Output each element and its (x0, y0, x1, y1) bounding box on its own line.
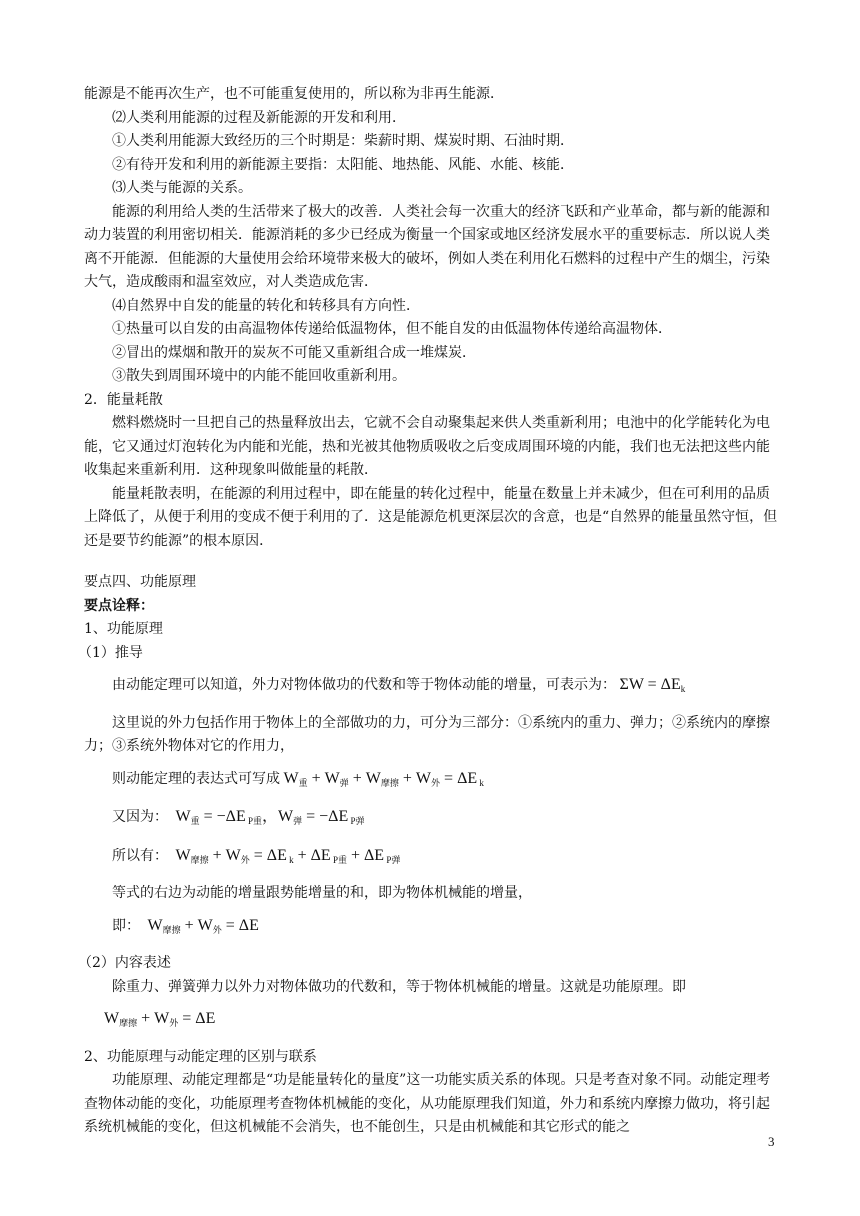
section-heading: 要点四、功能原理 (84, 574, 196, 590)
derivation-line (84, 673, 778, 702)
derivation-text: 则动能定理的表达式可写成 (112, 771, 280, 787)
formula: $W_{摩擦} + W_外 = \Delta E$ $_k$ + ΔE $_{P重}$ + ΔE $_{P弹}$ (171, 846, 401, 865)
paragraph: 等式的右边为动能的增量跟势能增量的和，即为物体机械能的增量， (112, 885, 532, 901)
paragraph: 这里说的外力包括作用于物体上的全部做功的力，可分为三部分：①系统内的重力、弹力；②系统内的摩擦力；③系统外物体对它的作用力， (84, 714, 770, 754)
formula: $W_重 + W_弹 + W_{摩擦} + W_外 = \Delta E$ $_k$ (283, 769, 484, 788)
paragraph: 能源的利用给人类的生活带来了极大的改善．人类社会每一次重大的经济飞跃和产业革命，都与新的能源和动力装置的利用密切相关．能源消耗的多少已经成为衡量一个国家或地区经济发展水平的重要标志．所以说人类离不开能源．但能源的大量使用会给环境带来极大的破坏，例如人类在利用化石燃料的过程中产生的烟尘，污染大气，造成酸雨和温室效应，对人类造成危害． (84, 203, 770, 290)
subheading: ⑶人类与能源的关系。 (112, 180, 252, 196)
derivation-line (84, 844, 778, 873)
list-item: ③散失到周围环境中的内能不能回收重新利用。 (112, 368, 406, 384)
derivation-line (84, 805, 778, 834)
formula: $W_{摩擦} + W_外 = \Delta E$ (104, 1010, 216, 1028)
subheading: ⑷自然界中自发的能量的转化和转移具有方向性． (112, 297, 420, 314)
derivation-text: 又因为： (112, 810, 168, 825)
formula: $W_{摩擦} + W_外 = \Delta E$ (143, 916, 259, 935)
page-number: 3 (768, 1134, 775, 1149)
paragraph: 除重力、弹簧弹力以外力对物体做功的代数和，等于物体机械能的增量。这就是功能原理。即 (112, 978, 686, 995)
formula-line (84, 1007, 778, 1036)
subsection-heading: （2）内容表述 (78, 955, 171, 971)
formula: $\Sigma W = \Delta E_k$ (619, 676, 686, 694)
page-content (78, 83, 778, 1140)
subsection-heading: 2、功能原理与动能定理的区别与联系 (84, 1048, 317, 1065)
section-heading: 2．能量耗散 (84, 391, 163, 408)
list-item: ②有待开发和利用的新能源主要指：太阳能、地热能、风能、水能、核能． (112, 156, 574, 173)
list-item: ②冒出的煤烟和散开的炭灰不可能又重新组合成一堆煤炭． (112, 344, 476, 361)
derivation-text: 由动能定理可以知道，外力对物体做功的代数和等于物体动能的增量，可表示为： (112, 678, 616, 693)
subsection-heading: （1）推导 (78, 644, 143, 661)
formula: $W_重 = -\Delta E$ $_{P重}$，$W_弹 = -\Delta E$ $_{P弹}$ (171, 808, 365, 826)
derivation-line (84, 767, 778, 796)
paragraph: 能源是不能再次生产，也不可能重复使用的，所以称为非再生能源． (84, 86, 504, 102)
paragraph: 燃料燃烧时一旦把自己的热量释放出去，它就不会自动聚集起来供人类重新利用；电池中的化学能转化为电能，它又通过灯泡转化为内能和光能，热和光被其他物质吸收之后变成周围环境的内能，我们也无法把这些内能收集起来重新利用．这种现象叫做能量的耗散． (84, 415, 770, 478)
derivation-line (84, 914, 778, 943)
paragraph: 功能原理、动能定理都是“功是能量转化的量度”这一功能实质关系的体现。只是考查对象不同。动能定理考查物体动能的变化，功能原理考查物体机械能的变化，从功能原理我们知道，外力和系统内摩擦力做功，将引起系统机械能的变化，但这机械能不会消失，也不能创生，只是由机械能和其它形式的能之 (84, 1072, 771, 1135)
list-item: ①热量可以自发的由高温物体传递给低温物体，但不能自发的由低温物体传递给高温物体． (112, 321, 672, 337)
derivation-text: 所以有： (112, 848, 168, 864)
derivation-text: 即： (112, 918, 140, 934)
list-item: ①人类利用能源大致经历的三个时期是：柴薪时期、煤炭时期、石油时期． (112, 133, 574, 149)
explain-heading: 要点诠释： (84, 597, 154, 614)
paragraph: 能量耗散表明，在能源的利用过程中，即在能量的转化过程中，能量在数量上并未减少，但在可利用的品质上降低了，从便于利用的变成不便于利用的了．这是能源危机更深层次的含意，也是“自然界的能量虽然守恒，但还是要节约能源”的根本原因． (84, 485, 778, 549)
subsection-heading: 1、功能原理 (84, 621, 163, 637)
subheading: ⑵人类利用能源的过程及新能源的开发和利用． (112, 109, 406, 126)
